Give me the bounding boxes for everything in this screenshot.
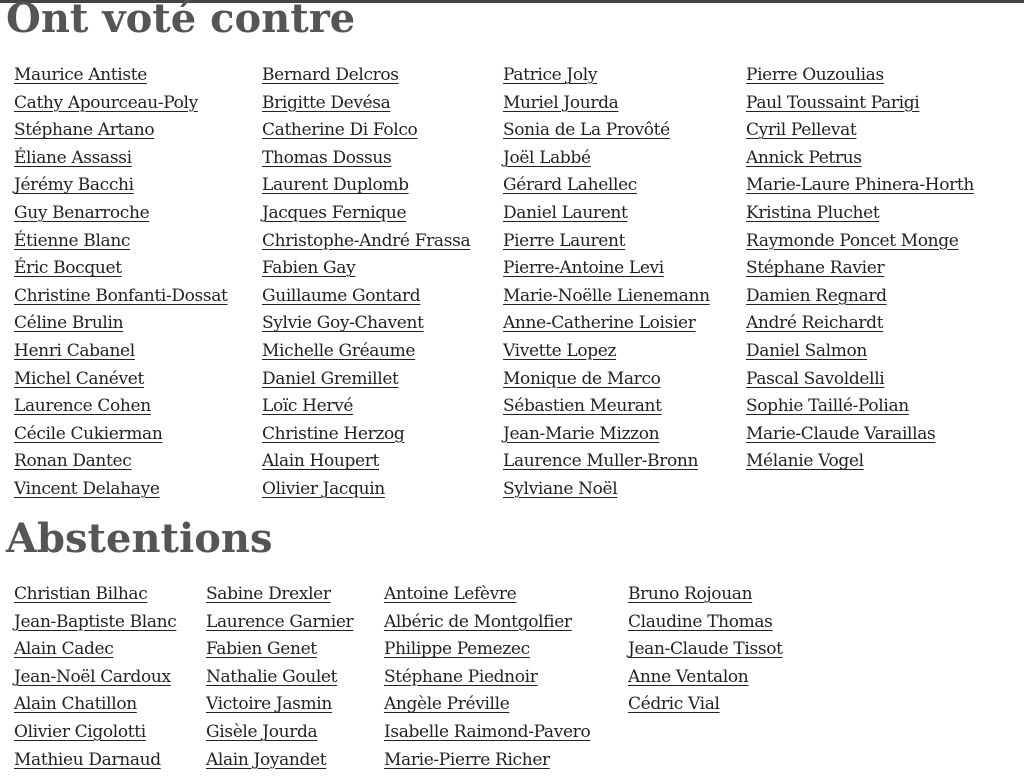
senator-name-link[interactable]: Gisèle Jourda — [206, 721, 318, 742]
abstentions-column — [206, 580, 353, 773]
senator-list-item — [503, 309, 710, 337]
senator-list-item — [503, 144, 710, 172]
senator-name-link[interactable]: Pierre Ouzoulias — [746, 65, 884, 85]
senator-list-item — [384, 746, 590, 774]
senator-list-item — [262, 171, 470, 199]
senator-list-item — [746, 392, 974, 420]
senator-list-item — [503, 282, 710, 310]
senator-list-item — [746, 171, 974, 199]
senator-name-link[interactable]: Catherine Di Folco — [262, 120, 418, 141]
senator-name-link[interactable]: Sonia de La Provôté — [503, 120, 670, 141]
senator-list-item — [503, 392, 710, 420]
contre-column — [746, 61, 974, 475]
senator-list-item — [503, 447, 710, 475]
senator-list-item — [628, 580, 783, 608]
senator-list-item — [746, 365, 974, 393]
senator-list-item — [14, 116, 228, 144]
abstentions-column — [384, 580, 590, 773]
senator-list-item — [503, 89, 710, 117]
senator-list-item — [262, 61, 470, 89]
senator-list-item — [628, 608, 783, 636]
senator-name-link[interactable]: Marie-Noëlle Lienemann — [503, 285, 710, 306]
senator-name-link[interactable]: Muriel Jourda — [503, 92, 619, 113]
senator-list-item — [14, 690, 176, 718]
senator-list-item — [746, 254, 974, 282]
senator-name-link[interactable]: Maurice Antiste — [14, 65, 147, 85]
senator-name-link[interactable]: Sébastien Meurant — [503, 396, 662, 417]
senator-name-link[interactable]: Jean-Marie Mizzon — [503, 423, 660, 444]
senator-name-link[interactable]: Cathy Apourceau-Poly — [14, 92, 198, 113]
senator-list-item — [206, 580, 353, 608]
senator-name-link[interactable]: Joël Labbé — [503, 147, 591, 168]
senator-name-link[interactable]: Daniel Gremillet — [262, 368, 399, 389]
senator-name-link[interactable]: Alain Cadec — [14, 639, 114, 660]
senator-name-link[interactable]: Laurent Duplomb — [262, 175, 409, 196]
senator-name-link[interactable]: Mélanie Vogel — [746, 451, 864, 472]
senator-name-link[interactable]: Cécile Cukierman — [14, 423, 163, 444]
senator-name-link[interactable]: Christine Bonfanti-Dossat — [14, 285, 228, 306]
senator-list-item — [14, 282, 228, 310]
senator-name-link[interactable]: Paul Toussaint Parigi — [746, 92, 920, 113]
senator-list-item — [14, 309, 228, 337]
senator-list-item — [206, 663, 353, 691]
senator-list-item — [14, 199, 228, 227]
senator-name-link[interactable]: Pierre-Antoine Levi — [503, 258, 664, 279]
senator-name-link[interactable]: Anne Ventalon — [628, 666, 749, 687]
senator-list-item — [262, 254, 470, 282]
contre-column — [262, 61, 470, 503]
senator-list-item — [384, 608, 590, 636]
senator-list-item — [746, 116, 974, 144]
senator-list-item — [746, 89, 974, 117]
senator-list-item — [262, 116, 470, 144]
senator-name-link[interactable]: Céline Brulin — [14, 313, 124, 334]
senator-name-link[interactable]: Olivier Cigolotti — [14, 721, 146, 742]
senator-name-link[interactable]: Jean-Claude Tissot — [628, 639, 783, 660]
senator-name-link[interactable]: Alain Chatillon — [14, 694, 137, 715]
senator-name-link[interactable]: Cyril Pellevat — [746, 120, 857, 141]
senator-name-link[interactable]: Damien Regnard — [746, 285, 887, 306]
senator-list-item — [628, 635, 783, 663]
senator-name-link[interactable]: Stéphane Ravier — [746, 258, 885, 279]
senator-list-item — [503, 227, 710, 255]
senator-name-link[interactable]: Fabien Gay — [262, 258, 356, 279]
senator-list-item — [262, 365, 470, 393]
senator-list-item — [14, 746, 176, 774]
contre-column — [503, 61, 710, 503]
senator-name-link[interactable]: André Reichardt — [746, 313, 884, 334]
senator-name-link[interactable]: Pascal Savoldelli — [746, 368, 885, 389]
senator-list-item — [503, 171, 710, 199]
senator-list-item — [206, 635, 353, 663]
senator-name-link[interactable]: Fabien Genet — [206, 639, 317, 660]
senator-list-item — [628, 663, 783, 691]
senator-name-link[interactable]: Philippe Pemezec — [384, 639, 530, 660]
senator-list-item — [384, 635, 590, 663]
senator-name-link[interactable]: Marie-Claude Varaillas — [746, 423, 936, 444]
senator-list-item — [503, 420, 710, 448]
senator-name-link[interactable]: Nathalie Goulet — [206, 666, 338, 687]
senator-name-link[interactable]: Laurence Cohen — [14, 396, 151, 417]
senator-name-link[interactable]: Claudine Thomas — [628, 611, 773, 632]
senator-name-link[interactable]: Jérémy Bacchi — [14, 175, 134, 196]
senator-list-item — [262, 337, 470, 365]
abstentions-column — [628, 580, 783, 718]
senator-name-link[interactable]: Marie-Laure Phinera-Horth — [746, 175, 974, 196]
senator-name-link[interactable]: Bruno Rojouan — [628, 584, 753, 604]
senator-name-link[interactable]: Ronan Dantec — [14, 451, 132, 472]
senator-list-item — [746, 144, 974, 172]
senator-name-link[interactable]: Sylviane Noël — [503, 478, 618, 499]
senator-list-item — [262, 282, 470, 310]
senator-list-item — [14, 365, 228, 393]
senator-name-link[interactable]: Isabelle Raimond-Pavero — [384, 721, 591, 742]
senator-name-link[interactable]: Sylvie Goy-Chavent — [262, 313, 424, 334]
senator-name-link[interactable]: Vincent Delahaye — [14, 478, 160, 499]
senator-list-item — [746, 447, 974, 475]
senator-name-link[interactable]: Laurence Muller-Bronn — [503, 451, 699, 472]
senator-name-link[interactable]: Alain Houpert — [262, 451, 379, 472]
senator-list-item — [14, 420, 228, 448]
senator-name-link[interactable]: Guy Benarroche — [14, 202, 150, 223]
senator-list-item — [503, 475, 710, 503]
senator-name-link[interactable]: Stéphane Artano — [14, 120, 155, 141]
senator-list-item — [503, 116, 710, 144]
senator-name-link[interactable]: Éliane Assassi — [14, 147, 132, 168]
section-title-abstentions: Abstentions — [6, 515, 273, 562]
senator-list-item — [262, 392, 470, 420]
senator-name-link[interactable]: Annick Petrus — [746, 147, 862, 168]
senator-list-item — [14, 337, 228, 365]
senator-name-link[interactable]: Christophe-André Frassa — [262, 230, 471, 251]
senator-name-link[interactable]: Angèle Préville — [384, 694, 510, 715]
senator-name-link[interactable]: Marie-Pierre Richer — [384, 749, 550, 770]
senator-list-item — [746, 199, 974, 227]
senator-list-item — [14, 580, 176, 608]
senator-name-link[interactable]: Jacques Fernique — [262, 202, 407, 223]
senator-list-item — [384, 580, 590, 608]
senator-list-item — [746, 309, 974, 337]
senator-list-item — [206, 608, 353, 636]
senator-list-item — [262, 199, 470, 227]
senator-name-link[interactable]: Olivier Jacquin — [262, 478, 385, 499]
senator-name-link[interactable]: Éric Bocquet — [14, 258, 122, 279]
senator-name-link[interactable]: Jean-Noël Cardoux — [14, 666, 171, 687]
senator-list-item — [746, 337, 974, 365]
senator-list-item — [14, 635, 176, 663]
senator-name-link[interactable]: Stéphane Piednoir — [384, 666, 538, 687]
senator-list-item — [503, 61, 710, 89]
senator-list-item — [14, 392, 228, 420]
senator-name-link[interactable]: Victoire Jasmin — [206, 694, 332, 715]
senator-list-item — [746, 420, 974, 448]
senator-name-link[interactable]: Antoine Lefèvre — [384, 584, 517, 604]
senator-list-item — [14, 144, 228, 172]
senator-list-item — [14, 254, 228, 282]
senator-name-link[interactable]: Daniel Salmon — [746, 340, 868, 361]
senator-list-item — [14, 718, 176, 746]
senator-name-link[interactable]: Guillaume Gontard — [262, 285, 421, 306]
senator-name-link[interactable]: Mathieu Darnaud — [14, 749, 161, 770]
senator-name-link[interactable]: Michelle Gréaume — [262, 340, 416, 361]
senator-name-link[interactable]: Christian Bilhac — [14, 584, 148, 604]
senator-name-link[interactable]: Anne-Catherine Loisier — [503, 313, 696, 334]
senator-list-item — [746, 282, 974, 310]
senator-name-link[interactable]: Thomas Dossus — [262, 147, 392, 168]
senator-name-link[interactable]: Alain Joyandet — [206, 749, 327, 770]
senator-list-item — [746, 227, 974, 255]
senator-list-item — [262, 475, 470, 503]
senator-name-link[interactable]: Cédric Vial — [628, 694, 720, 715]
senator-name-link[interactable]: Laurence Garnier — [206, 611, 354, 632]
senator-list-item — [14, 475, 228, 503]
senator-name-link[interactable]: Monique de Marco — [503, 368, 661, 389]
senator-list-item — [262, 89, 470, 117]
senator-list-item — [262, 447, 470, 475]
senator-list-item — [503, 365, 710, 393]
senator-name-link[interactable]: Gérard Lahellec — [503, 175, 637, 196]
senator-name-link[interactable]: Étienne Blanc — [14, 230, 131, 251]
senator-list-item — [14, 608, 176, 636]
senator-name-link[interactable]: Daniel Laurent — [503, 202, 628, 223]
senator-name-link[interactable]: Kristina Pluchet — [746, 202, 880, 223]
senator-list-item — [206, 718, 353, 746]
senator-name-link[interactable]: Brigitte Devésa — [262, 92, 391, 113]
senator-name-link[interactable]: Vivette Lopez — [503, 340, 617, 361]
senator-name-link[interactable]: Bernard Delcros — [262, 65, 399, 85]
senator-list-item — [206, 746, 353, 774]
senator-list-item — [14, 447, 228, 475]
senator-list-item — [746, 61, 974, 89]
senator-name-link[interactable]: Henri Cabanel — [14, 340, 135, 361]
senator-list-item — [14, 171, 228, 199]
senator-name-link[interactable]: Albéric de Montgolfier — [384, 611, 572, 632]
senator-name-link[interactable]: Loïc Hervé — [262, 396, 354, 417]
senator-list-item — [14, 227, 228, 255]
senator-list-item — [384, 690, 590, 718]
senator-name-link[interactable]: Sabine Drexler — [206, 584, 331, 604]
senator-name-link[interactable]: Raymonde Poncet Monge — [746, 230, 959, 251]
senator-list-item — [384, 718, 590, 746]
senator-list-item — [206, 690, 353, 718]
senator-name-link[interactable]: Patrice Joly — [503, 65, 598, 85]
senator-list-item — [503, 199, 710, 227]
section-title-contre: Ont voté contre — [6, 0, 356, 42]
senator-name-link[interactable]: Michel Canévet — [14, 368, 144, 389]
contre-column — [14, 61, 228, 503]
senator-name-link[interactable]: Sophie Taillé-Polian — [746, 396, 909, 417]
senator-list-item — [262, 144, 470, 172]
senator-list-item — [262, 309, 470, 337]
senator-list-item — [14, 89, 228, 117]
senator-list-item — [262, 227, 470, 255]
senator-list-item — [14, 663, 176, 691]
abstentions-column — [14, 580, 176, 773]
senator-name-link[interactable]: Pierre Laurent — [503, 230, 626, 251]
senator-list-item — [503, 254, 710, 282]
senator-list-item — [503, 337, 710, 365]
senator-name-link[interactable]: Jean-Baptiste Blanc — [14, 611, 177, 632]
senator-list-item — [384, 663, 590, 691]
senator-list-item — [628, 690, 783, 718]
senator-list-item — [262, 420, 470, 448]
senator-list-item — [14, 61, 228, 89]
senator-name-link[interactable]: Christine Herzog — [262, 423, 405, 444]
